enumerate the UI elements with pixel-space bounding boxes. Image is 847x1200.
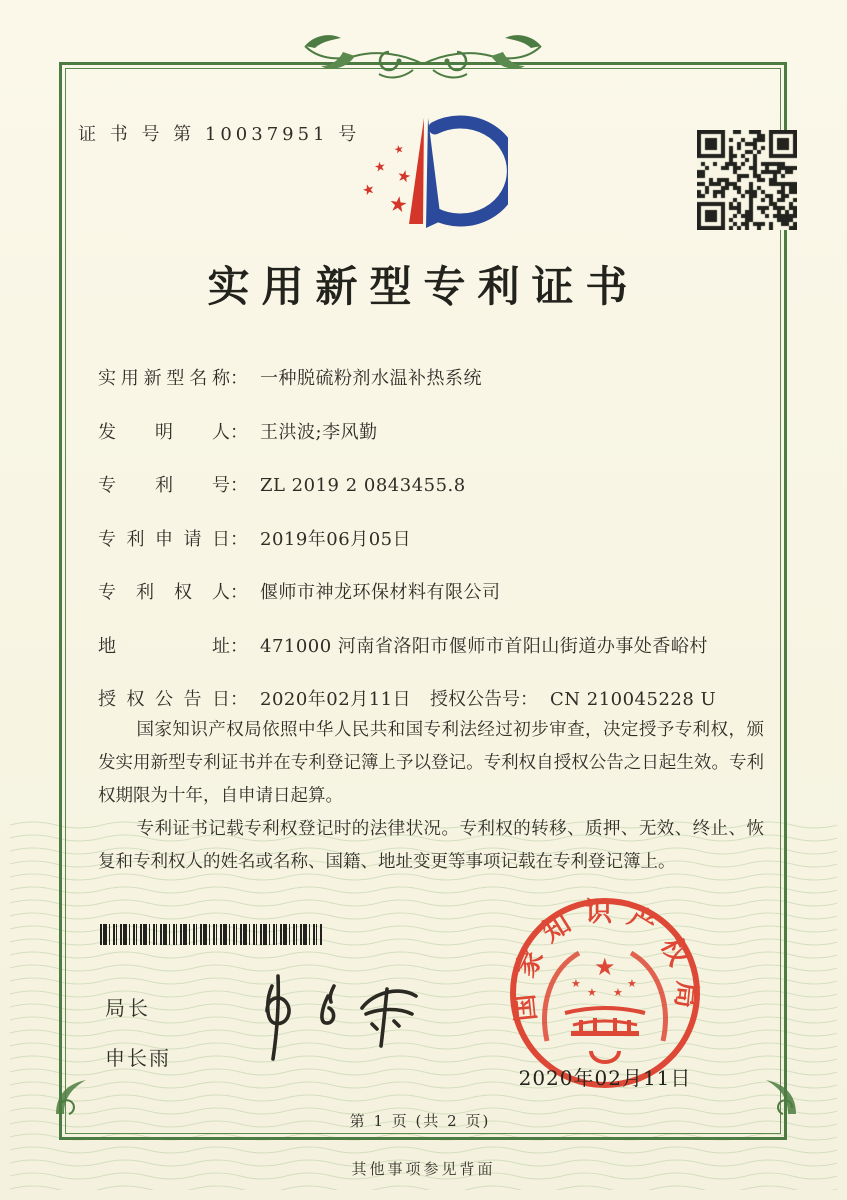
field-row-patent-number — [98, 471, 770, 525]
svg-text:★: ★ — [627, 977, 637, 990]
top-border-flourish-ornament — [303, 28, 543, 98]
certificate-number: 证 书 号 第 10037951 号 — [78, 124, 361, 145]
field-colon: ： — [230, 368, 248, 389]
field-colon: ： — [230, 475, 248, 496]
logo-blue-bowl — [435, 122, 508, 220]
field-value: 偃师市神龙环保材料有限公司 — [260, 582, 501, 603]
field-value: 2019年06月05日 — [260, 528, 412, 550]
field-colon: ： — [230, 689, 248, 710]
field-colon: ： — [520, 689, 538, 710]
field-value: CN 210045228 U — [550, 689, 717, 710]
field-label: 专利号 — [98, 475, 230, 496]
seal-ring-text: 国家知识产权局 — [507, 897, 703, 1023]
field-value: ZL 2019 2 0843455.8 — [260, 475, 466, 496]
seal-national-emblem — [545, 953, 666, 1062]
cnipa-logo — [338, 108, 508, 240]
svg-text:★: ★ — [613, 986, 623, 999]
svg-text:★: ★ — [373, 159, 388, 176]
legal-paragraph-2: 专利证书记载专利权登记时的法律状况。专利权的转移、质押、无效、终止、恢复和专利权人的姓名或名称、国籍、地址变更等事项记载在专利登记簿上。 — [98, 819, 764, 872]
svg-text:★: ★ — [387, 191, 410, 218]
page-indicator: 第 1 页 (共 2 页) — [349, 1112, 491, 1130]
field-colon: ： — [230, 528, 248, 550]
svg-text:★: ★ — [594, 953, 616, 981]
field-label: 授权公告号 — [430, 689, 520, 710]
officer-role-label: 局长 — [105, 996, 151, 1020]
field-colon: ： — [230, 421, 248, 443]
barcode — [100, 924, 322, 945]
field-row-patentee — [98, 578, 770, 632]
seal-date: 2020年02月11日 — [518, 1066, 692, 1090]
field-row-address — [98, 632, 770, 686]
field-colon: ： — [230, 635, 248, 657]
svg-text:★: ★ — [392, 141, 406, 157]
officer-name: 申长雨 — [105, 1046, 171, 1070]
field-label: 专利权人 — [98, 582, 230, 603]
commissioner-signature — [228, 966, 438, 1066]
legal-text-block — [98, 714, 764, 879]
svg-text:★: ★ — [360, 180, 378, 200]
field-value: 一种脱硫粉剂水温补热系统 — [260, 368, 482, 389]
field-value: 471000 河南省洛阳市偃师市首阳山街道办事处香峪村 — [260, 635, 708, 657]
svg-text:★: ★ — [587, 986, 597, 999]
legal-paragraph-1: 国家知识产权局依照中华人民共和国专利法经过初步审查，决定授予专利权，颁发实用新型专利证书并在专利登记簿上予以登记。专利权自授权公告之日起生效。专利权期限为十年，自申请日起算。 — [98, 720, 764, 806]
certificate-title: 实用新型专利证书 — [207, 262, 640, 311]
field-row-inventors — [98, 418, 770, 472]
svg-text:★: ★ — [571, 977, 581, 990]
field-value: 王洪波;李风勤 — [260, 421, 378, 443]
certificate-fields — [98, 364, 770, 739]
field-label: 实用新型名称 — [98, 368, 230, 389]
field-label: 发明人 — [98, 421, 230, 443]
qr-code — [697, 130, 797, 230]
field-colon: ： — [230, 582, 248, 603]
grant-number-pair — [430, 685, 716, 711]
field-value: 2020年02月11日 — [260, 689, 412, 710]
field-row-filing-date — [98, 525, 770, 579]
grant-date-pair — [98, 689, 411, 710]
field-label: 地址 — [98, 635, 230, 657]
field-label: 专利申请日 — [98, 528, 230, 550]
field-label: 授权公告日 — [98, 689, 230, 710]
officer-block — [105, 992, 171, 1071]
svg-text:★: ★ — [395, 165, 414, 187]
back-side-note: 其他事项参见背面 — [351, 1160, 496, 1178]
field-row-utility-model-name — [98, 364, 770, 418]
